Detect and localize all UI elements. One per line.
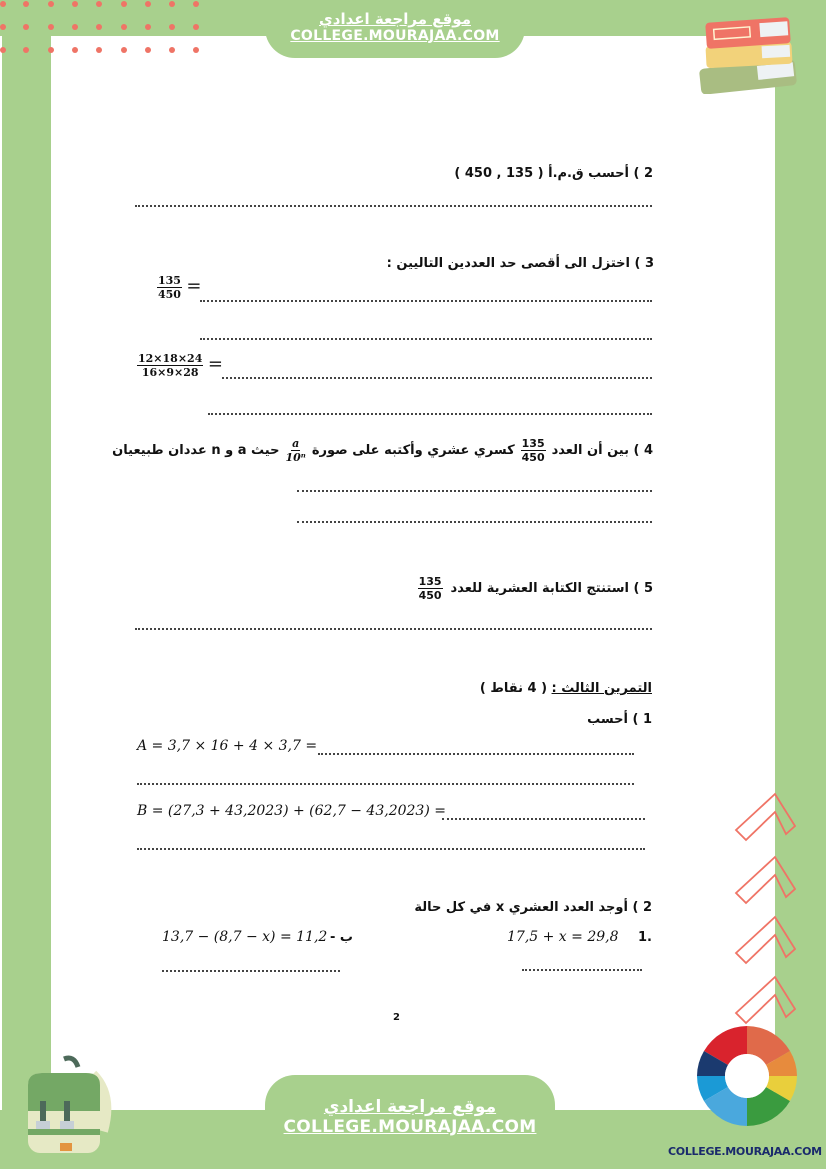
exercise3-q2-prompt: 2 ) أوجد العدد العشري x في كل حالة bbox=[414, 900, 652, 915]
case-b-marker: ب - bbox=[330, 930, 353, 945]
footer-site-url[interactable]: COLLEGE.MOURAJAA.COM bbox=[283, 1117, 537, 1137]
case-a-answer-line[interactable] bbox=[522, 969, 642, 971]
header-site-name: موقع مراجعة اعدادي bbox=[319, 10, 471, 28]
expression-b-answer-line-1[interactable] bbox=[442, 818, 645, 820]
chevron-up-decoration-icon bbox=[732, 790, 796, 1040]
footer-banner[interactable] bbox=[265, 1075, 555, 1169]
expression-b: B = (27,3 + 43,2023) + (62,7 − 43,2023) = bbox=[137, 803, 446, 819]
q3-fraction-1: $\frac{135}{450}$ = bbox=[158, 274, 202, 301]
q2-lcm-prompt: 2 ) أحسب ق.م.أ ( 135 , 450 ) bbox=[454, 166, 653, 181]
backpack-icon bbox=[14, 1055, 114, 1155]
header-banner[interactable] bbox=[265, 0, 525, 58]
q5-deduce-prompt: 5 ) استنتج الكتابة العشرية للعدد $\frac{135}{450}$ bbox=[418, 575, 653, 602]
header-site-url[interactable]: COLLEGE.MOURAJAA.COM bbox=[290, 28, 500, 44]
q3-answer-line-2[interactable] bbox=[200, 338, 652, 340]
q3-answer-line-1[interactable] bbox=[200, 300, 652, 302]
page-number: 2 bbox=[393, 1012, 400, 1023]
q4-decimal-fraction-prompt: 4 ) بين أن العدد $\frac{135}{450}$ كسري عشري وأكتبه على صورة $\frac{a}{\text{10ⁿ}}$ حيث a و n عددان طبيعيان bbox=[112, 437, 653, 464]
case-b-answer-line[interactable] bbox=[162, 970, 340, 972]
books-icon bbox=[692, 12, 804, 94]
q4-answer-line-2[interactable] bbox=[297, 521, 652, 523]
expression-a: A = 3,7 × 16 + 4 × 3,7 = bbox=[137, 738, 318, 754]
expression-a-answer-line-1[interactable] bbox=[318, 753, 634, 755]
q3-answer-line-4[interactable] bbox=[208, 413, 652, 415]
exercise3-title: التمرين الثالث : ( 4 نقاط ) bbox=[479, 681, 652, 696]
case-a-equation: 17,5 + x = 29,8 bbox=[507, 929, 619, 945]
frame-left-bar bbox=[2, 0, 51, 1169]
footer-site-name: موقع مراجعة اعدادي bbox=[323, 1097, 497, 1117]
footer-logo-text: COLLEGE.MOURAJAA.COM bbox=[668, 1145, 822, 1158]
q3-fraction-2: $\frac{12\times 18\times 24}{16\times 9\times 28}$ = bbox=[138, 352, 223, 379]
subjects-wheel-logo-icon bbox=[695, 1022, 799, 1140]
q5-answer-line[interactable] bbox=[135, 628, 652, 630]
exercise3-q1-prompt: 1 ) أحسب bbox=[587, 712, 652, 727]
q3-simplify-prompt: 3 ) اختزل الى أقصى حد العددين التاليين : bbox=[386, 256, 654, 271]
q4-answer-line-1[interactable] bbox=[297, 490, 652, 492]
q3-answer-line-3[interactable] bbox=[222, 377, 652, 379]
case-a-marker: .1 bbox=[638, 930, 652, 945]
expression-a-answer-line-2[interactable] bbox=[137, 783, 634, 785]
expression-b-answer-line-2[interactable] bbox=[137, 848, 645, 850]
case-b-equation: 13,7 − (8,7 − x) = 11,2 bbox=[162, 929, 328, 945]
q2-answer-line[interactable] bbox=[135, 205, 652, 207]
